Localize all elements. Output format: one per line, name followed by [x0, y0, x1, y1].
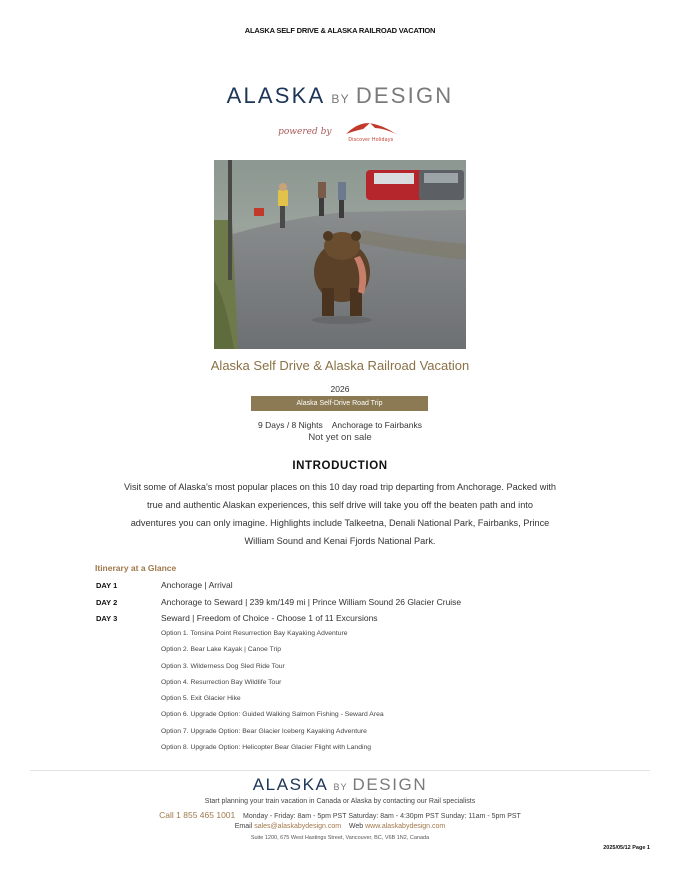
tour-title: Alaska Self Drive & Alaska Railroad Vacation [210, 358, 470, 373]
day-label: DAY 3 [96, 614, 118, 623]
intro-line: William Sound and Kenai Fjords National Park. [244, 536, 436, 546]
introduction-text [92, 478, 588, 550]
excursion-option: Option 1. Tonsina Point Resurrection Bay Kayaking Adventure [161, 630, 348, 637]
itinerary-heading: Itinerary at a Glance [95, 563, 177, 573]
intro-line: adventures you can only imagine. Highlights include Talkeetna, Denali National Park, Fairbanks, Prince [130, 518, 550, 528]
excursion-option: Option 6. Upgrade Option: Guided Walking Salmon Fishing - Seward Area [161, 711, 384, 718]
powered-by [0, 118, 680, 146]
footer-logo [0, 775, 680, 795]
partner-name: Discover Holidays [348, 137, 394, 143]
intro-line: true and authentic Alaskan experiences, this self drive will take you off the beaten path and into [147, 500, 533, 510]
day-description: Anchorage to Seward | 239 km/149 mi | Prince William Sound 26 Glacier Cruise [161, 597, 462, 607]
tour-year: 2026 [330, 384, 350, 394]
introduction-heading: INTRODUCTION [292, 460, 388, 472]
day-description: Anchorage | Arrival [161, 580, 233, 590]
excursion-option: Option 7. Upgrade Option: Bear Glacier Iceberg Kayaking Adventure [161, 728, 367, 735]
brand-logo [0, 83, 680, 109]
day-description: Seward | Freedom of Choice - Choose 1 of 11 Excursions [161, 613, 378, 623]
intro-line: Visit some of Alaska's most popular places on this 10 day road trip departing from Anchorage. Packed with [123, 482, 557, 492]
excursion-option: Option 8. Upgrade Option: Helicopter Bear Glacier Flight with Landing [161, 744, 372, 751]
tour-route: Anchorage to Fairbanks [331, 420, 422, 430]
category-badge: Alaska Self-Drive Road Trip [251, 396, 428, 411]
excursion-option: Option 4. Resurrection Bay Wildlife Tour [161, 679, 282, 686]
phone-link[interactable]: Call 1 855 465 1001 [159, 810, 236, 820]
excursion-option: Option 3. Wilderness Dog Sled Ride Tour [161, 663, 285, 670]
footer-email-web [0, 823, 680, 830]
availability-status: Not yet on sale [308, 432, 372, 443]
tour-photo [214, 160, 466, 349]
logo-word-alaska: ALASKA [252, 775, 329, 794]
powered-by-label: powered by [278, 127, 332, 137]
partner-logo [340, 118, 402, 146]
logo-word-by: BY [333, 782, 348, 792]
business-hours: Monday - Friday: 8am - 5pm PST Saturday: 8am - 4:30pm PST Sunday: 11am - 5pm PST [243, 813, 521, 820]
web-label: Web [348, 823, 364, 830]
logo-word-design: DESIGN [355, 83, 454, 108]
footer-divider [30, 770, 650, 771]
day-label: DAY 1 [96, 581, 118, 590]
duration-route [0, 420, 680, 430]
logo-word-by: BY [331, 92, 350, 106]
footer-phone-hours [0, 810, 680, 820]
day-label: DAY 2 [96, 598, 118, 607]
email-link[interactable]: sales@alaskabydesign.com [254, 823, 342, 830]
footer-address: Suite 1200, 675 West Hastings Street, Vancouver, BC, V6B 1N2, Canada [250, 835, 430, 841]
logo-word-alaska: ALASKA [226, 83, 326, 108]
excursion-option: Option 5. Exit Glacier Hike [161, 695, 241, 702]
document-header: ALASKA SELF DRIVE & ALASKA RAILROAD VACATION [244, 26, 436, 35]
logo-word-design: DESIGN [352, 775, 428, 794]
page-number: 2025/05/12 Page 1 [603, 845, 650, 851]
excursion-option: Option 2. Bear Lake Kayak | Canoe Trip [161, 646, 282, 653]
footer-tagline: Start planning your train vacation in Canada or Alaska by contacting our Rail specialists [204, 798, 476, 805]
tour-duration: 9 Days / 8 Nights [258, 420, 323, 430]
web-link[interactable]: www.alaskabydesign.com [365, 823, 446, 830]
email-label: Email [234, 823, 253, 830]
bear-with-salmon-image [214, 160, 466, 349]
